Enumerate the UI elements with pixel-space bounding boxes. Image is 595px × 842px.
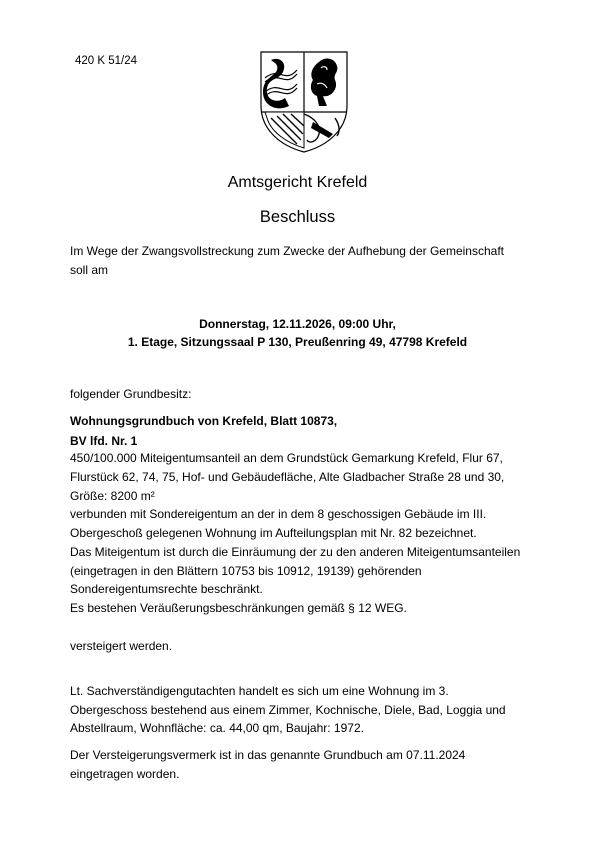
- property-description-line: 450/100.000 Miteigentumsanteil an dem Grundstück Gemarkung Krefeld, Flur 67,: [70, 451, 503, 465]
- coat-of-arms-logo: [257, 48, 351, 154]
- appraisal-line: Obergeschoss bestehend aus einem Zimmer, Kochnische, Diele, Bad, Loggia und: [70, 703, 506, 717]
- auction-statement: versteigert werden.: [70, 639, 173, 653]
- property-description-line: Flurstück 62, 74, 75, Hof- und Gebäudefläche, Alte Gladbacher Straße 28 und 30,: [70, 470, 505, 484]
- appraisal-line: Lt. Sachverständigengutachten handelt es sich um eine Wohnung im 3.: [70, 684, 449, 698]
- property-intro: folgender Grundbesitz:: [70, 387, 192, 401]
- land-register-heading: Wohnungsgrundbuch von Krefeld, Blatt 10873,: [70, 414, 338, 428]
- hearing-location: 1. Etage, Sitzungssaal P 130, Preußenring 49, 47798 Krefeld: [127, 335, 468, 349]
- appraisal-line: Abstellraum, Wohnfläche: ca. 44,00 qm, Baujahr: 1972.: [70, 721, 364, 735]
- property-description-line: Sondereigentumsrechte beschränkt.: [70, 582, 263, 596]
- property-description-line: Größe: 8200 m²: [70, 489, 155, 503]
- document-title: Beschluss: [259, 208, 336, 226]
- court-name: Amtsgericht Krefeld: [227, 174, 368, 191]
- property-description-line: verbunden mit Sondereigentum an der in dem 8 geschossigen Gebäude im III.: [70, 507, 487, 521]
- property-description-line: Obergeschoß gelegenen Wohnung im Aufteilungsplan mit Nr. 82 bezeichnet.: [70, 526, 477, 540]
- intro-line: Im Wege der Zwangsvollstreckung zum Zwecke der Aufhebung der Gemeinschaft: [70, 244, 504, 258]
- case-number: 420 K 51/24: [75, 55, 138, 67]
- property-description-line: Das Miteigentum ist durch die Einräumung der zu den anderen Miteigentumsanteilen: [70, 545, 521, 559]
- intro-line: soll am: [70, 263, 109, 277]
- inventory-number: BV lfd. Nr. 1: [70, 434, 138, 448]
- property-description-line: Es bestehen Veräußerungsbeschränkungen gemäß § 12 WEG.: [70, 601, 407, 615]
- register-note-line: eingetragen worden.: [70, 767, 180, 781]
- register-note-line: Der Versteigerungsvermerk ist in das genannte Grundbuch am 07.11.2024: [70, 748, 466, 762]
- hearing-datetime: Donnerstag, 12.11.2026, 09:00 Uhr,: [199, 317, 396, 331]
- property-description-line: (eingetragen in den Blättern 10753 bis 10912, 19139) gehörenden: [70, 564, 422, 578]
